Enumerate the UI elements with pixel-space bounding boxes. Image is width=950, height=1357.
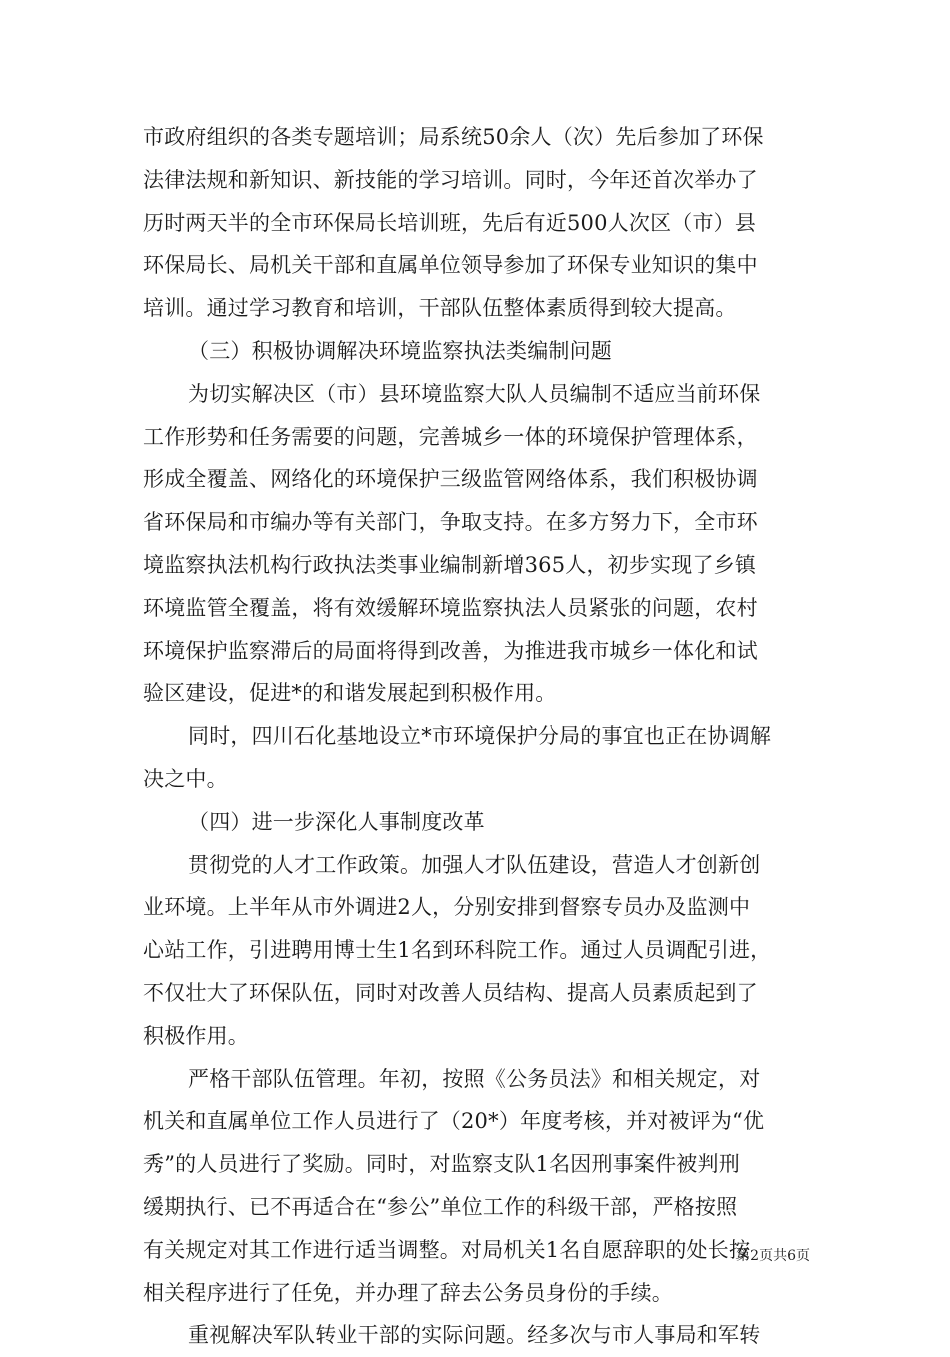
paragraph-line: 环境监管全覆盖，将有效缓解环境监察执法人员紧张的问题，农村 xyxy=(143,595,758,620)
section-heading: （三）积极协调解决环境监察执法类编制问题 xyxy=(188,338,612,363)
paragraph-line: 市政府组织的各类专题培训；局系统50余人（次）先后参加了环保 xyxy=(143,125,764,149)
section-heading: （四）进一步深化人事制度改革 xyxy=(188,809,485,834)
document-body xyxy=(143,116,828,1357)
paragraph-line: 重视解决军队转业干部的实际问题。经多次与市人事局和军转 xyxy=(188,1323,761,1348)
paragraph-line: 积极作用。 xyxy=(143,1023,249,1048)
paragraph-line: 境监察执法机构行政执法类事业编制新增365人，初步实现了乡镇 xyxy=(143,552,757,577)
paragraph-line: 同时，四川石化基地设立*市环境保护分局的事宜也正在协调解 xyxy=(188,724,772,749)
paragraph-line: 培训。通过学习教育和培训，干部队伍整体素质得到较大提高。 xyxy=(143,296,737,321)
paragraph-line: 形成全覆盖、网络化的环境保护三级监管网络体系，我们积极协调 xyxy=(143,467,758,492)
paragraph-line: 缓期执行、已不再适合在“参公”单位工作的科级干部，严格按照 xyxy=(143,1194,738,1219)
paragraph-line: 心站工作，引进聘用博士生1名到环科院工作。通过人员调配引进， xyxy=(143,938,772,963)
paragraph-line: 环境保护监察滞后的局面将得到改善，为推进我市城乡一体化和试 xyxy=(143,638,758,663)
paragraph-line: 机关和直属单位工作人员进行了（20*）年度考核，并对被评为“优 xyxy=(143,1109,765,1134)
paragraph-line: 不仅壮大了环保队伍，同时对改善人员结构、提高人员素质起到了 xyxy=(143,980,758,1005)
paragraph-line: 决之中。 xyxy=(143,766,228,791)
paragraph-line: 环保局长、局机关干部和直属单位领导参加了环保专业知识的集中 xyxy=(143,253,758,278)
paragraph-line: 秀”的人员进行了奖励。同时，对监察支队1名因刑事案件被判刑 xyxy=(143,1152,740,1177)
paragraph-line: 工作形势和任务需要的问题，完善城乡一体的环境保护管理体系， xyxy=(143,424,758,449)
paragraph-line: 为切实解决区（市）县环境监察大队人员编制不适应当前环保 xyxy=(188,381,761,406)
paragraph-line: 业环境。上半年从市外调进2人，分别安排到督察专员办及监测中 xyxy=(143,895,751,920)
paragraph-line: 贯彻党的人才工作政策。加强人才队伍建设，营造人才创新创 xyxy=(188,852,761,877)
paragraph-line: 相关程序进行了任免，并办理了辞去公务员身份的手续。 xyxy=(143,1280,673,1305)
paragraph-line: 验区建设，促进*的和谐发展起到积极作用。 xyxy=(143,681,557,706)
paragraph-line: 历时两天半的全市环保局长培训班，先后有近500人次区（市）县 xyxy=(143,210,757,235)
paragraph-line: 法律法规和新知识、新技能的学习培训。同时，今年还首次举办了 xyxy=(143,167,758,192)
page-number-footer: 第2页共6页 xyxy=(736,1248,810,1264)
paragraph-line: 有关规定对其工作进行适当调整。对局机关1名自愿辞职的处长按 xyxy=(143,1237,751,1262)
paragraph-line: 严格干部队伍管理。年初，按照《公务员法》和相关规定，对 xyxy=(188,1066,761,1091)
paragraph-line: 省环保局和市编办等有关部门，争取支持。在多方努力下，全市环 xyxy=(143,510,758,535)
